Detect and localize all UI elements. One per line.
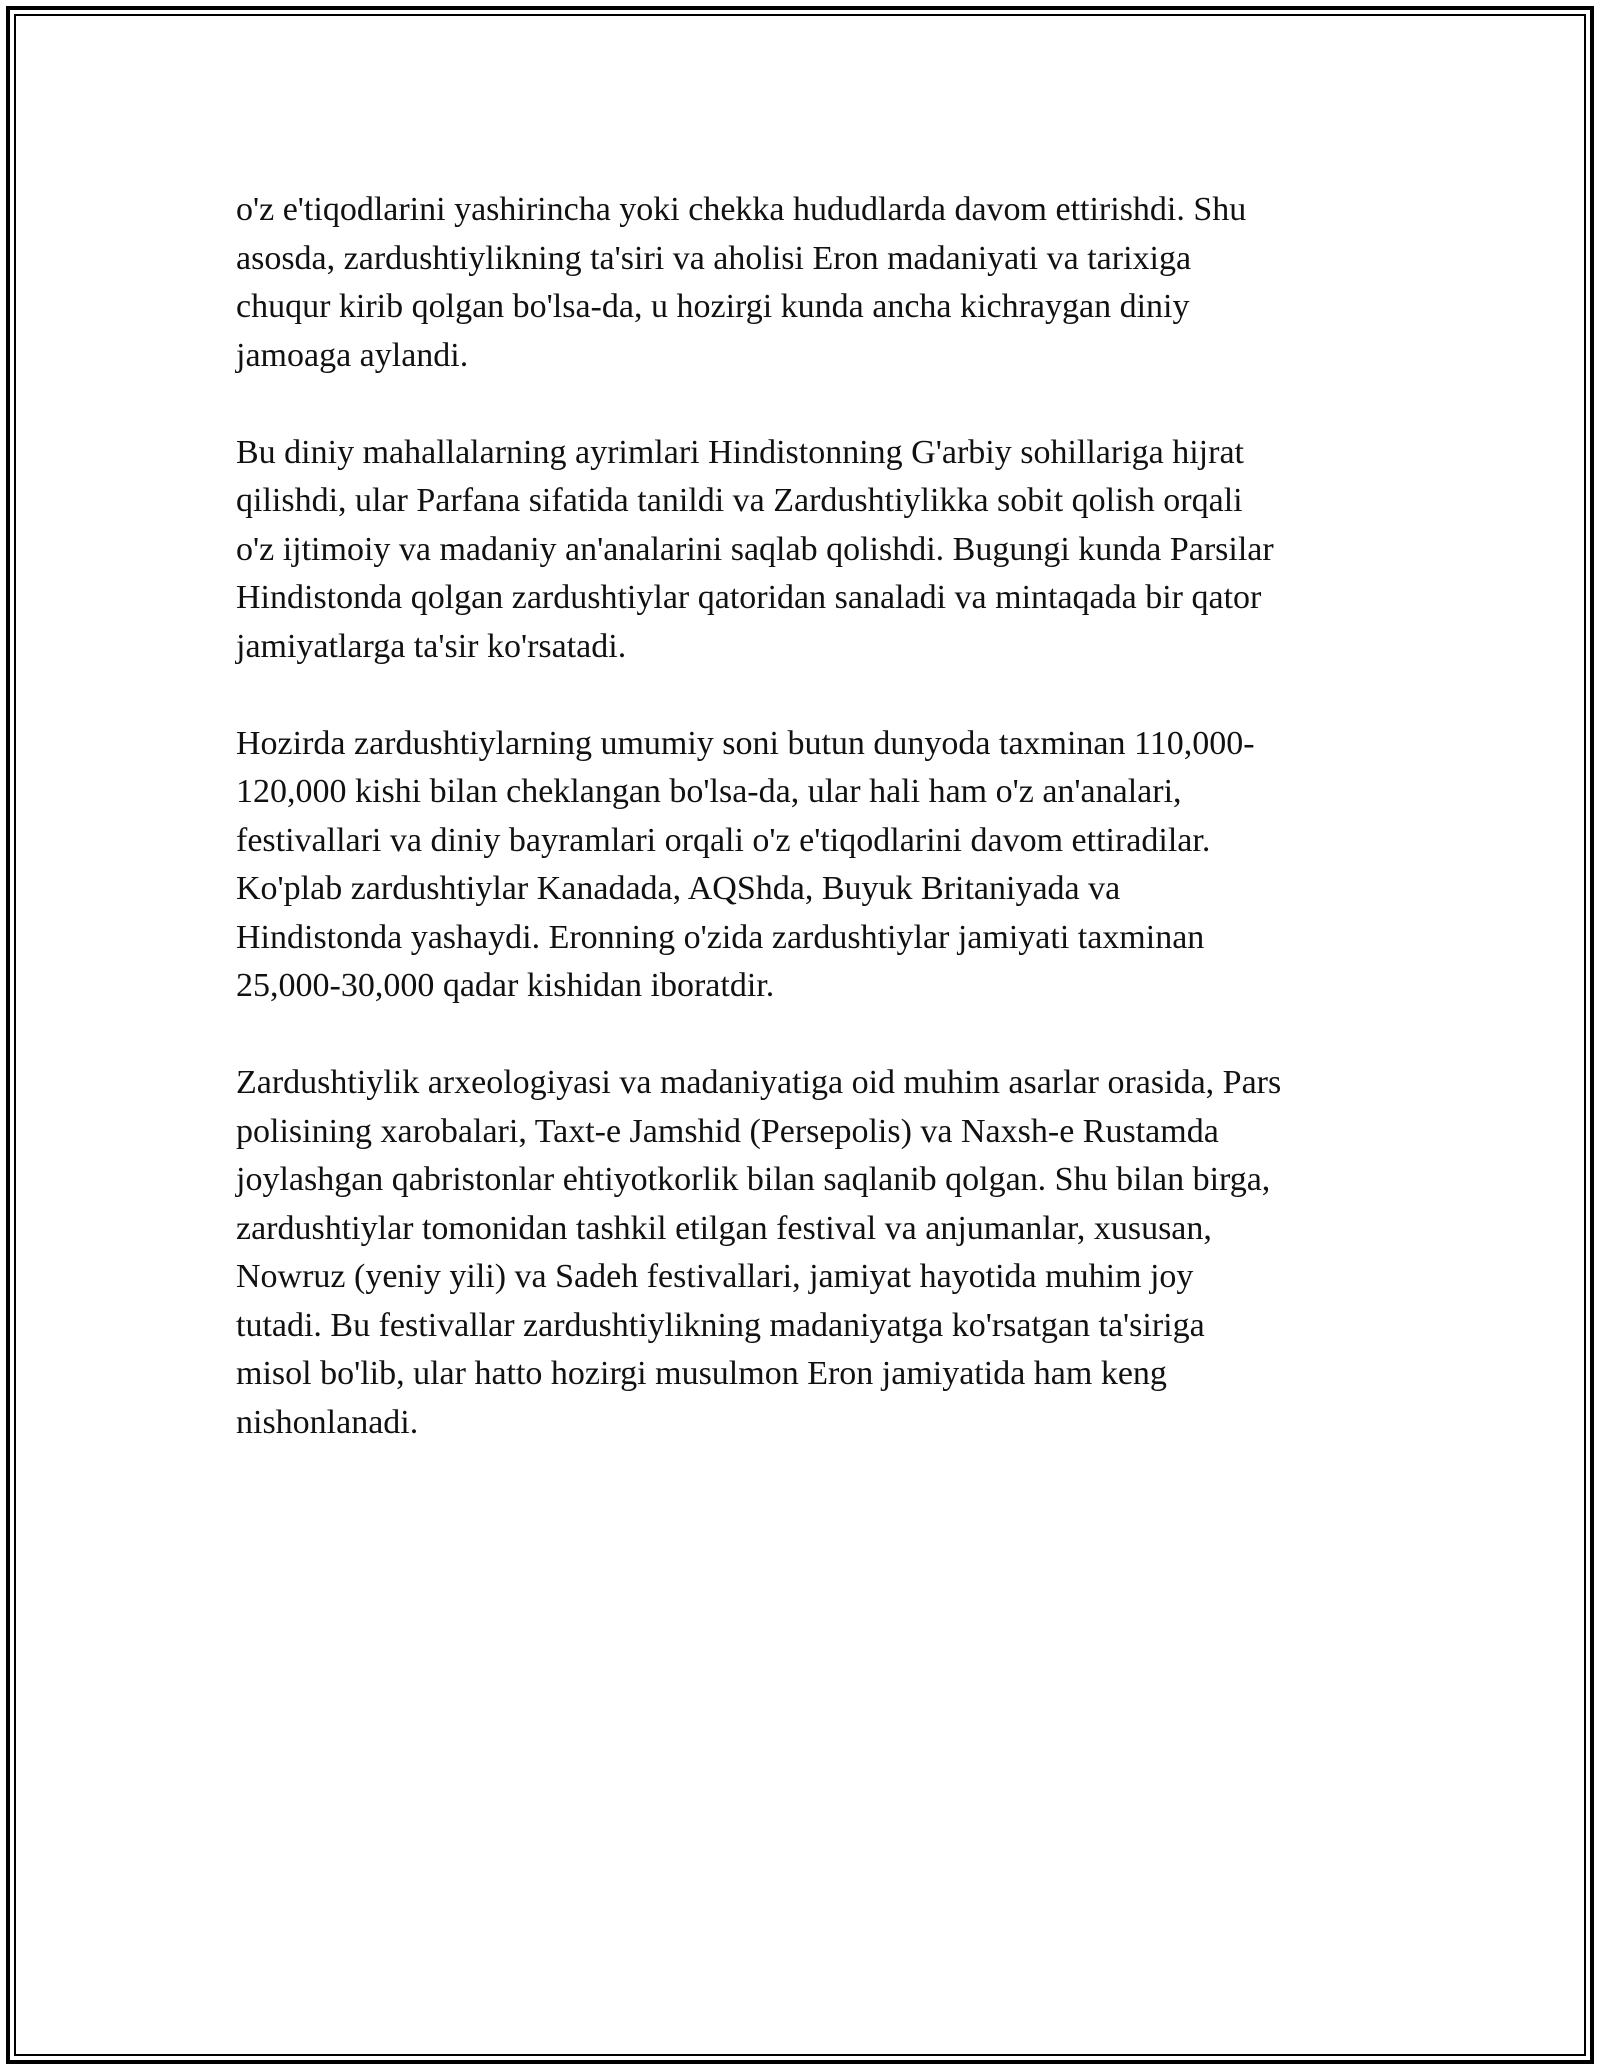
text-line: Hindistonda qolgan zardushtiylar qatoridan sanaladi va mintaqada bir qator (236, 579, 1262, 616)
text-line: jamoaga aylandi. (236, 336, 469, 374)
text-line: o'z e'tiqodlarini yashirincha yoki chekka hududlarda davom ettirishdi. Shu (236, 191, 1247, 228)
text-line: Bu diniy mahallalarning ayrimlari Hindistonning G'arbiy sohillariga hijrat (236, 433, 1244, 471)
text-line: Nowruz (yeniy yili) va Sadeh festivallari, jamiyat hayotida muhim joy (236, 1258, 1194, 1295)
text-line: nishonlanadi. (236, 1403, 419, 1441)
text-line: qilishdi, ular Parfana sifatida tanildi va Zardushtiylikka sobit qolish orqali (236, 482, 1243, 519)
text-line: festivallari va diniy bayramlari orqali o'z e'tiqodlarini davom ettiradilar. (236, 821, 1211, 859)
text-line: joylashgan qabristonlar ehtiyotkorlik bilan saqlanib qolgan. Shu bilan birga, (236, 1161, 1271, 1198)
paragraph-4 (236, 1059, 1386, 1447)
text-line: Hozirda zardushtiylarning umumiy soni butun dunyoda taxminan 110,000- (236, 724, 1255, 762)
text-line: 120,000 kishi bilan cheklangan bo'lsa-da, ular hali ham o'z an'analari, (236, 773, 1182, 810)
text-line: zardushtiylar tomonidan tashkil etilgan festival va anjumanlar, xususan, (236, 1209, 1212, 1247)
text-line: 25,000-30,000 qadar kishidan iboratdir. (236, 967, 775, 1004)
document-body (236, 186, 1386, 1496)
paragraph-2 (236, 429, 1386, 672)
text-line: Hindistonda yashaydi. Eronning o'zida zardushtiylar jamiyati taxminan (236, 918, 1205, 956)
text-line: Ko'plab zardushtiylar Kanadada, AQShda, Buyuk Britaniyada va (236, 870, 1121, 907)
text-line: Zardushtiylik arxeologiyasi va madaniyatiga oid muhim asarlar orasida, Pars (236, 1064, 1282, 1101)
text-line: polisining xarobalari, Taxt-e Jamshid (Persepolis) va Naxsh-e Rustamda (236, 1112, 1219, 1150)
text-line: chuqur kirib qolgan bo'lsa-da, u hozirgi kunda ancha kichraygan diniy (236, 288, 1190, 325)
text-line: jamiyatlarga ta'sir ko'rsatadi. (236, 627, 627, 665)
text-line: misol bo'lib, ular hatto hozirgi musulmon Eron jamiyatida ham keng (236, 1355, 1167, 1392)
paragraph-1 (236, 186, 1386, 380)
text-line: o'z ijtimoiy va madaniy an'analarini saqlab qolishdi. Bugungi kunda Parsilar (236, 530, 1274, 568)
text-line: tutadi. Bu festivallar zardushtiylikning madaniyatga ko'rsatgan ta'siriga (236, 1306, 1205, 1344)
text-line: asosda, zardushtiylikning ta'siri va aholisi Eron madaniyati va tarixiga (236, 239, 1192, 277)
paragraph-3 (236, 720, 1386, 1011)
